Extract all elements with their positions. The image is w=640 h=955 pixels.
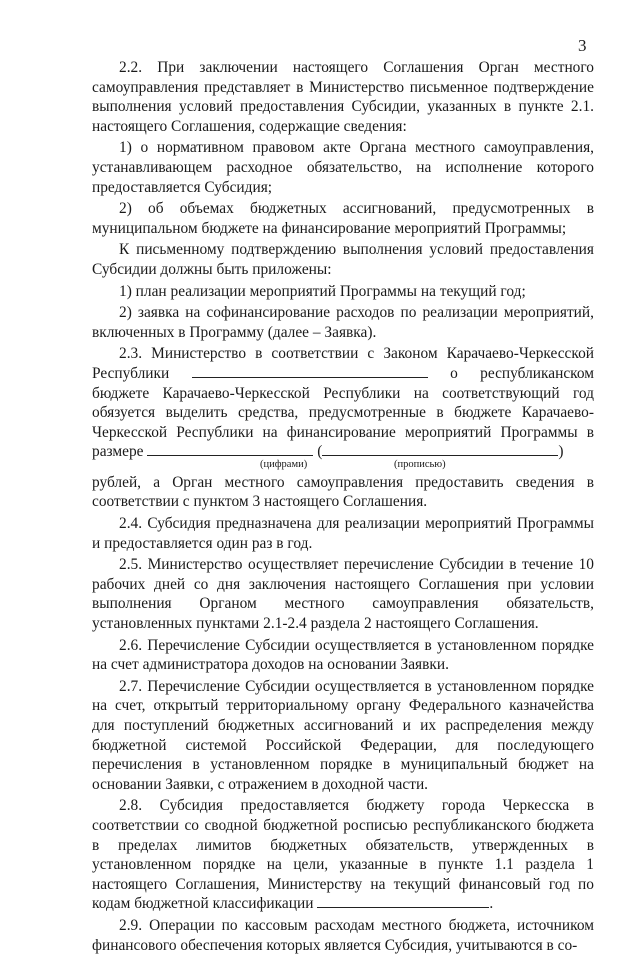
paragraph-attachments-item-1: 1) план реализации мероприятий Программы на текущий год; xyxy=(119,282,526,300)
classification-blank xyxy=(317,895,489,908)
amount-numbers-blank xyxy=(147,443,313,456)
amount-captions xyxy=(92,459,594,473)
law-blank-line xyxy=(192,365,428,378)
page-number: 3 xyxy=(578,36,587,55)
amount-words-blank xyxy=(322,443,558,456)
paragraph-2-9: 2.9. Операции по кассовым расходам местного бюджета, источником финансового обеспечения которых является Субсидия, учитываются в со- xyxy=(92,916,594,954)
paragraph-2-8: 2.8. Субсидия предоставляется бюджету города Черкесска в соответствии со сводной бюджетной росписью республиканского бюджета в пределах лимитов бюджетных обязательств, утвержденных в установленном порядке на цели, указанные в пункте 1.1 раздела 1 настоящего Соглашения, Министерству на текущий финансовый год по кодам бюджетной классификации . xyxy=(92,797,594,913)
paragraph-attachments-item-2: 2) заявка на софинансирование расходов по реализации мероприятий, включенных в Программу (далее – Заявка). xyxy=(92,304,594,341)
paragraph-2-5: 2.5. Министерство осуществляет перечисление Субсидии в течение 10 рабочих дней со дня заключения настоящего Соглашения при условии выполнения Органом местного самоуправления обязательств, установленных пунктами 2.1-2.4 раздела 2 настоящего Соглашения. xyxy=(92,556,594,633)
paragraph-2-4: 2.4. Субсидия предназначена для реализации мероприятий Программы и предоставляется один раз в год. xyxy=(92,515,594,552)
paragraph-2-2-item-2: 2) об объемах бюджетных ассигнований, предусмотренных в муниципальном бюджете на финансирование мероприятий Программы; xyxy=(92,200,594,237)
paragraph-2-3: 2.3. Министерство в соответствии с Законом Карачаево-Черкесской Республики о республиканском бюджете Карачаево-Черкесской Республики на соответствующий год обязуется выделить средства, предусмотренные в бюджете Карачаево-Черкесской Республики на финансирование мероприятий Программы в размере ( ) xyxy=(92,345,594,461)
paragraph-2-8-text: 2.8. Субсидия предоставляется бюджету города Черкесска в соответствии со сводной бюджетной росписью республиканского бюджета в пределах лимитов бюджетных обязательств, утвержденных в установленном порядке на цели, указанные в пункте 1.1 раздела 1 настоящего Соглашения, Министерству на текущий финансовый год по кодам бюджетной классификации xyxy=(92,797,594,913)
paragraph-2-2-item-1: 1) о нормативном правовом акте Органа местного самоуправления, устанавливающем расходное обязательство, на исполнение которого предоставляется Субсидия; xyxy=(92,139,594,196)
paragraph-2-3-continued: рублей, а Орган местного самоуправления предоставить сведения в соответствии с пунктом 3 настоящего Соглашения. xyxy=(92,473,594,511)
paragraph-attachments: К письменному подтверждению выполнения условий предоставления Субсидии должны быть приложены: xyxy=(92,241,594,278)
caption-numbers: (цифрами) xyxy=(260,458,308,470)
paragraph-2-3-part-b: о республиканском бюджете Карачаево-Черкесской Республики на соответствующий год обязуется выделить средства, предусмотренные в бюджете Карачаево-Черкесской Республики на финансирование мероприятий Программы в размере xyxy=(92,364,594,461)
paragraph-2-6: 2.6. Перечисление Субсидии осуществляется в установленном порядке на счет администратора доходов на основании Заявки. xyxy=(92,636,594,674)
paragraph-2-3-part-a: 2.3. Министерство в соответствии с Законом Карачаево-Черкесской Республики xyxy=(92,345,594,382)
paragraph-2-2: 2.2. При заключении настоящего Соглашения Орган местного самоуправления представляет в Министерство письменное подтверждение выполнения условий предоставления Субсидии, указанных в пункте 2.1. настоящего Соглашения, содержащие сведения: xyxy=(92,59,594,135)
paragraph-2-7: 2.7. Перечисление Субсидии осуществляется в установленном порядке на счет, открытый территориальному органу Федерального казначейства для поступлений бюджетных ассигнований и их распределения между бюджетной системой Российской Федерации, для последующего перечисления в установленном порядке в муниципальный бюджет на основании Заявки, с отражением в доходной части. xyxy=(92,677,594,793)
caption-words: (прописью) xyxy=(394,458,446,470)
document-body xyxy=(92,58,594,955)
